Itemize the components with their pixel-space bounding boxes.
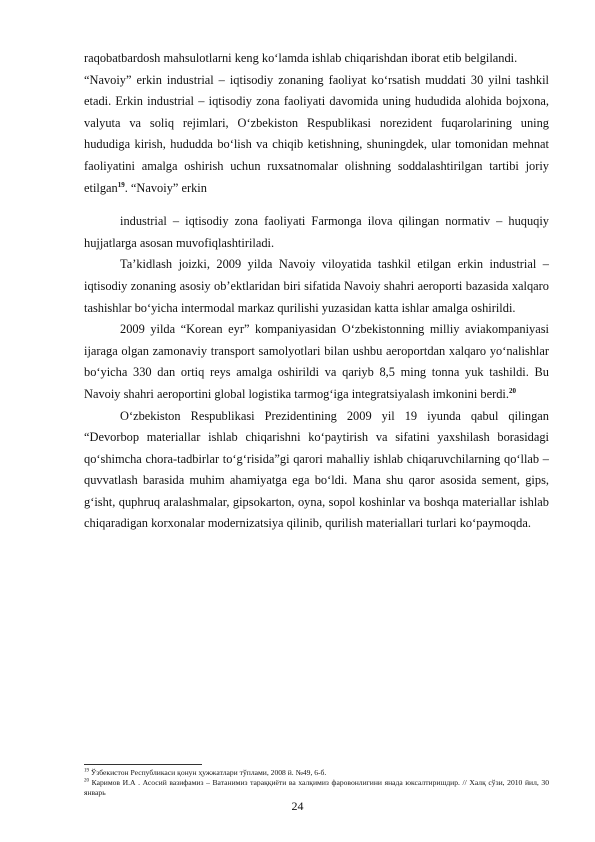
footnote-number: 19 (84, 768, 89, 774)
footnote-20 (84, 778, 549, 798)
footnote-text: Каримов И.А . Асосий вазифамиз – Ватанимиз тараққиёти ва халқимиз фаровонлигини янада юксалтиришдир. // Халқ сўзи, 2010 йил, 30 январь (84, 778, 549, 797)
footnote-divider (84, 764, 202, 765)
footnote-ref-20[interactable]: 20 (508, 386, 516, 395)
spacer (84, 199, 549, 211)
paragraph-5-text: 2009 yilda “Korean eyr” kompaniyasidan O‘zbekistonning milliy aviakompaniyasi ijaraga olgan zamonaviy transport samolyotlari bilan ushbu aeroportdan xalqaro yo‘nalishlar bo‘yicha 330 dan ortiq reys amalga oshirildi va qariyb 8,5 ming tonna yuk tashildi. Bu Navoiy shahri aeroportini global logistika tarmog‘iga integratsiyalash imkonini berdi. (84, 322, 549, 401)
footnote-19 (84, 768, 549, 778)
footnote-number: 20 (84, 778, 89, 784)
document-body (84, 48, 549, 535)
footnote-ref-19[interactable]: 19 (117, 180, 125, 189)
paragraph-2 (84, 70, 549, 200)
paragraph-4: Ta’kidlash joizki, 2009 yilda Navoiy viloyatida tashkil etilgan erkin industrial – iqtisodiy zonaning asosiy ob’ektlaridan biri sifatida Navoiy shahri aeroporti bazasida xalqaro tashishlar bo‘yicha intermodal markaz qurilishi yuzasidan katta ishlar amalga oshirildi. (84, 257, 549, 315)
footnotes (84, 764, 549, 798)
paragraph-6: O‘zbekiston Respublikasi Prezidentining 2009 yil 19 iyunda qabul qilingan “Devorbop materiallar ishlab chiqarishni ko‘paytirish va sifatini yaxshilash borasidagi qo‘shimcha chora-tadbirlar to‘g‘risida”gi qarori mahalliy ishlab chiqaruvchilarning qo‘llab –quvvatlash barasida muhim ahamiyatga ega bo‘ldi. Mana shu qaror asosida sement, gips, g‘isht, quphruq aralashmalar, gipsokarton, oyna, sopol koshinlar va boshqa materiallar ishlab chiqaradigan korxonalar modernizatsiya qilinib, qurilish materiallari turlari ko‘paymoqda. (84, 408, 549, 531)
footnote-text: Ўзбекистон Республикаси қонун ҳужжатлари тўплами, 2008 й. №49, 6-б. (89, 768, 327, 777)
paragraph-2-text: “Navoiy” erkin industrial – iqtisodiy zonaning faoliyat ko‘rsatish muddati 30 yilni tashkil etadi. Erkin industrial – iqtisodiy zona faoliyati davomida uning hududida alohida bojxona, valyuta va soliq rejimlari, O‘zbekiston Respublikasi norezident fuqarolarining uning hududiga kirish, hududda bo‘lish va chiqib ketishning, shuningdek, ular tomonidan mehnat faoliyatini amalga oshirish uchun ruxsatnomalar olishning soddalashtirilgan tartibi joriy etilgan (84, 72, 549, 195)
paragraph-5 (84, 319, 549, 405)
paragraph-3: industrial – iqtisodiy zona faoliyati Farmonga ilova qilingan normativ – huquqiy hujjatlarga asosan muvofiqlashtiriladi. (84, 214, 549, 250)
page-number: 24 (291, 799, 304, 813)
paragraph-1: raqobatbardosh mahsulotlarni keng ko‘lamda ishlab chiqarishdan iborat etib belgilandi. (84, 51, 518, 65)
paragraph-2-tail: . “Navoiy” erkin (124, 180, 207, 195)
